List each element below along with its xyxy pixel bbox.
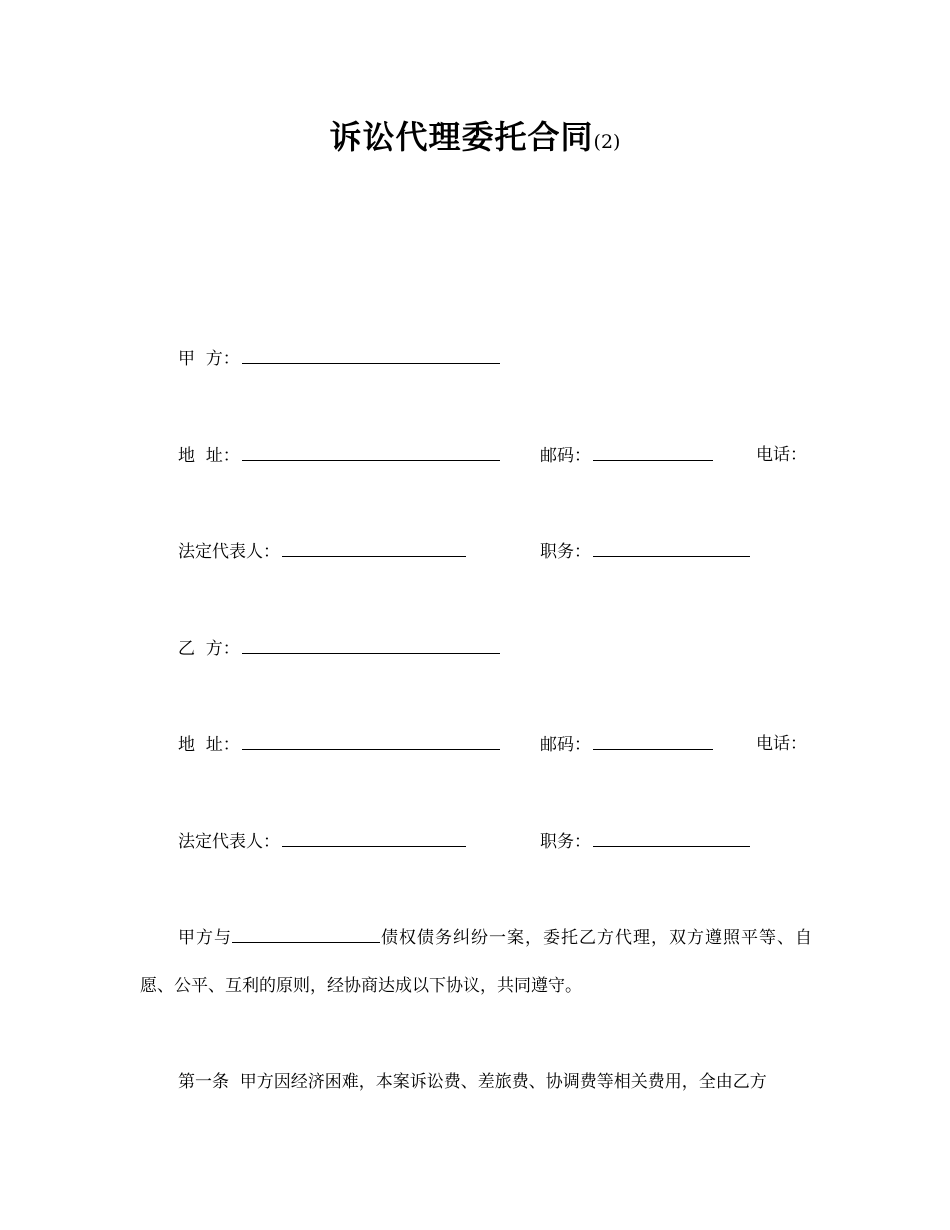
party-b-phone-field: [756, 732, 807, 756]
party-a-address-field: [178, 443, 500, 468]
party-a-field: [178, 346, 500, 371]
position-label: 职务：: [540, 542, 591, 562]
party-a-blank[interactable]: [242, 346, 500, 364]
party-b-position-field: [540, 829, 750, 854]
party-a-position-blank[interactable]: [593, 539, 750, 557]
party-a-rep-blank[interactable]: [282, 539, 466, 557]
party-b-postcode-blank[interactable]: [593, 732, 713, 750]
party-b-position-blank[interactable]: [593, 829, 750, 847]
dispute-party-blank[interactable]: [232, 925, 380, 943]
party-b-rep-field: [178, 829, 466, 854]
party-a-postcode-field: [540, 443, 713, 468]
party-b-rep-blank[interactable]: [282, 829, 466, 847]
position-label: 职务：: [540, 832, 591, 852]
document-title: [0, 112, 950, 158]
party-a-phone-field: [756, 443, 807, 467]
party-a-rep-field: [178, 539, 466, 564]
party-b-address-blank[interactable]: [242, 732, 500, 750]
title-suffix: (2): [593, 131, 621, 153]
party-a-postcode-blank[interactable]: [593, 443, 713, 461]
phone-label: 电话：: [756, 445, 807, 465]
article-1-text: 第一条 甲方因经济困难，本案诉讼费、差旅费、协调费等相关费用，全由乙方: [178, 1072, 767, 1092]
address-label: 地 址：: [178, 735, 240, 755]
party-a-label: 甲 方：: [178, 349, 240, 369]
article-1-paragraph: [140, 1058, 812, 1106]
title-text: 诉讼代理委托合同: [329, 118, 594, 156]
postcode-label: 邮码：: [540, 446, 591, 466]
party-b-field: [178, 636, 500, 661]
party-b-address-field: [178, 732, 500, 757]
party-a-address-blank[interactable]: [242, 443, 500, 461]
rep-label: 法定代表人：: [178, 832, 280, 852]
postcode-label: 邮码：: [540, 735, 591, 755]
party-b-label: 乙 方：: [178, 639, 240, 659]
intro-text-end: 债权债务纠纷一案，委托乙方代理，双方遵照平等、自愿、公平、互利的原则，经协商达成以下协议，共同遵守。: [140, 928, 812, 996]
party-a-position-field: [540, 539, 750, 564]
phone-label: 电话：: [756, 734, 807, 754]
rep-label: 法定代表人：: [178, 542, 280, 562]
intro-paragraph: [140, 914, 812, 1010]
party-b-blank[interactable]: [242, 636, 500, 654]
address-label: 地 址：: [178, 446, 240, 466]
party-b-postcode-field: [540, 732, 713, 757]
intro-text-start: 甲方与: [178, 928, 232, 948]
